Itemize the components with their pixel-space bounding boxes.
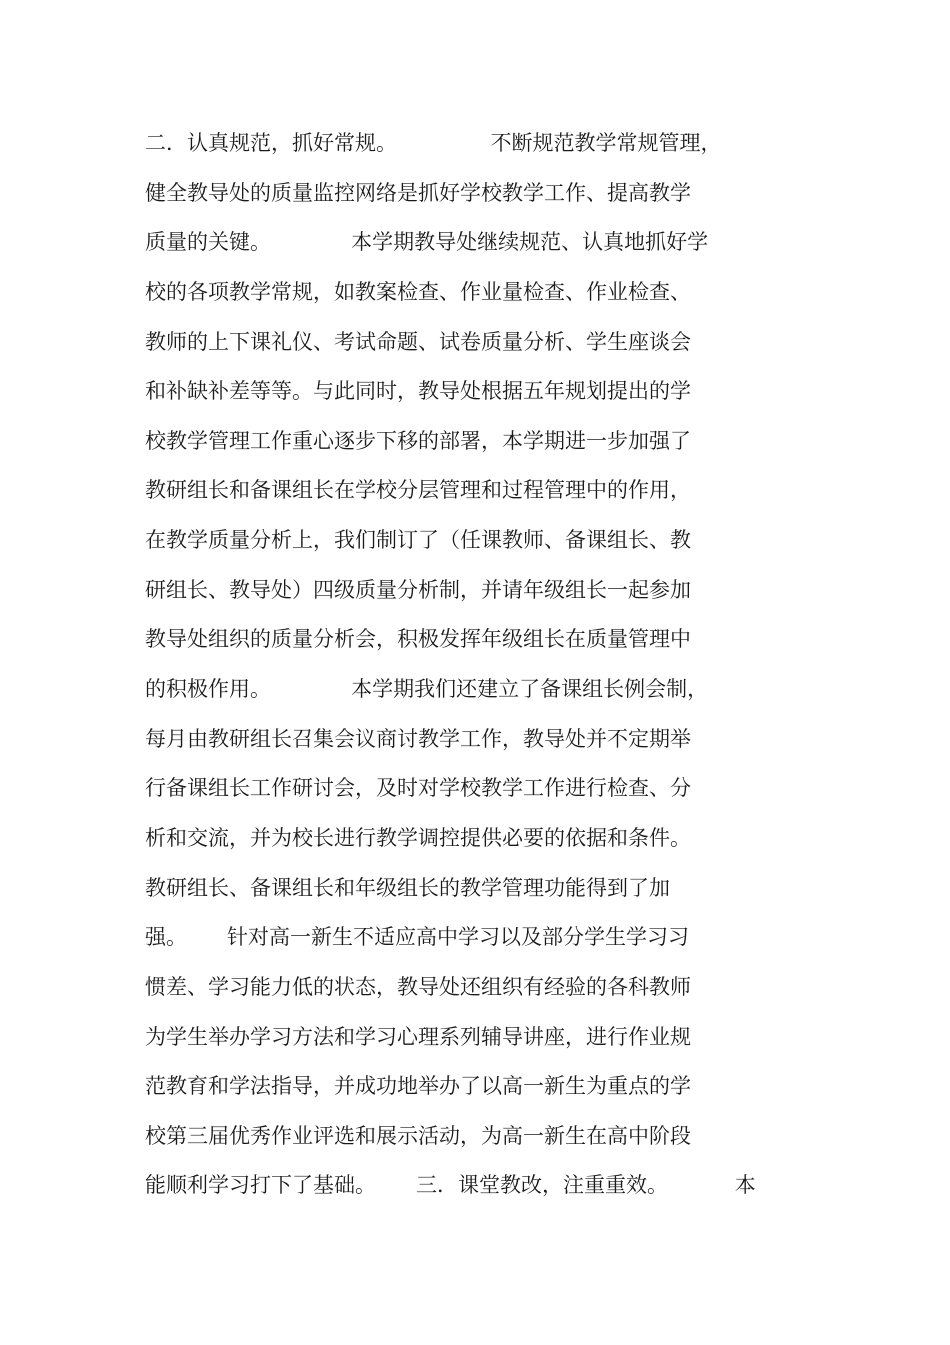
text-line: 二．认真规范，抓好常规。 不断规范教学常规管理， xyxy=(145,131,722,155)
text-line: 每月由教研组长召集会议商讨教学工作，教导处并不定期举 xyxy=(145,726,691,751)
body-text xyxy=(145,119,825,1211)
text-line: 教导处组织的质量分析会，积极发挥年级组长在质量管理中 xyxy=(145,627,691,652)
text-line: 教研组长、备课组长和年级组长的教学管理功能得到了加 xyxy=(145,875,670,900)
text-line: 和补缺补差等等。与此同时，教导处根据五年规划提出的学 xyxy=(145,379,691,404)
text-line: 析和交流，并为校长进行教学调控提供必要的依据和条件。 xyxy=(145,825,691,850)
text-line: 范教育和学法指导，并成功地举办了以高一新生为重点的学 xyxy=(145,1074,691,1099)
text-line: 在教学质量分析上，我们制订了（任课教师、备课组长、教 xyxy=(145,528,691,553)
text-line: 为学生举办学习方法和学习心理系列辅导讲座，进行作业规 xyxy=(145,1024,691,1049)
text-line: 校教学管理工作重心逐步下移的部署，本学期进一步加强了 xyxy=(145,428,691,453)
text-line: 校第三届优秀作业评选和展示活动，为高一新生在高中阶段 xyxy=(145,1123,691,1148)
text-line: 教师的上下课礼仪、考试命题、试卷质量分析、学生座谈会 xyxy=(145,329,691,354)
text-line: 研组长、教导处）四级质量分析制，并请年级组长一起参加 xyxy=(145,577,691,602)
text-line: 健全教导处的质量监控网络是抓好学校教学工作、提高教学 xyxy=(145,180,691,205)
text-line: 能顺利学习打下了基础。 三．课堂教改，注重重效。 本 xyxy=(145,1173,756,1198)
text-line: 惯差、学习能力低的状态，教导处还组织有经验的各科教师 xyxy=(145,974,691,999)
text-line: 质量的关键。 本学期教导处继续规范、认真地抓好学 xyxy=(145,230,709,255)
text-line: 校的各项教学常规，如教案检查、作业量检查、作业检查、 xyxy=(145,279,691,304)
text-line: 教研组长和备课组长在学校分层管理和过程管理中的作用， xyxy=(145,478,691,503)
text-line: 的积极作用。 本学期我们还建立了备课组长例会制， xyxy=(145,677,709,702)
text-line: 行备课组长工作研讨会，及时对学校教学工作进行检查、分 xyxy=(145,776,691,801)
text-line: 强。 针对高一新生不适应高中学习以及部分学生学习习 xyxy=(145,925,690,950)
